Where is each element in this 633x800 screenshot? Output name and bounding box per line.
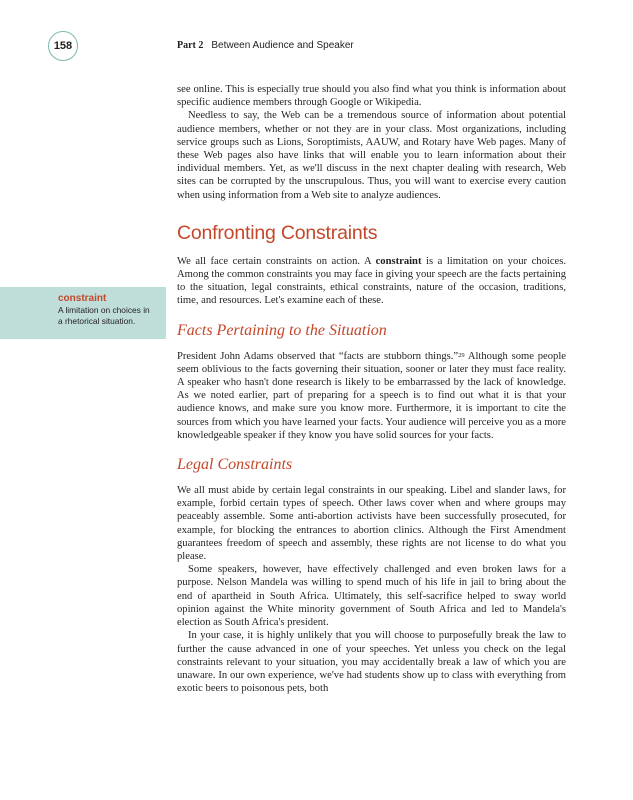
legal-paragraph-1: We all must abide by certain legal constraints in our speaking. Libel and slander laws, for example, forbid certain types of speech. Other laws cover when and where groups may peaceably assemble. Some anti-abortion activists have been successfully prosecuted, for example, for blocking the entrances to abortion clinics. Although the First Amendment guarantees freedom of speech and assembly, these rights are not license to do what you please. <box>177 485 566 563</box>
intro-paragraph-2: Needless to say, the Web can be a tremendous source of information about potential audience members, whether or not they are in your class. Most organizations, including service groups such as Lions, Soroptimists, AAUW, and Rotary have Web pages. Many of these Web pages also have links that will enable you to learn information about their individual members. Yet, as we'll discuss in the next chapter dealing with research, Web sites can be corrupted by the unscrupulous. Thus, you will want to exercise every caution when using information from a Web site to analyze audiences. <box>177 110 566 201</box>
text-run: is a limitation on your choices. Among the common constraints you may face in giving your speech are the facts pertaining to the situation, legal constraints, ethical constraints, nature of the occasion, traditions, time, and resources. Let's examine each of these. <box>177 255 567 307</box>
intro-paragraph-1: see online. This is especially true should you also find what you think is information about specific audience members through Google or Wikipedia. <box>177 84 566 109</box>
legal-heading: Legal Constraints <box>177 456 293 474</box>
running-head <box>177 40 354 51</box>
section-heading: Confronting Constraints <box>177 221 378 244</box>
text-run: We all face certain constraints on action. A <box>177 255 376 267</box>
margin-glossary-note <box>0 287 166 339</box>
main-text <box>177 83 566 695</box>
page-number: 158 <box>48 31 78 61</box>
text-run: President John Adams observed that “facts are stubborn things.” <box>177 350 459 362</box>
key-term: constraint <box>375 255 422 267</box>
section-paragraph-1 <box>177 255 566 308</box>
legal-paragraph-3: In your case, it is highly unlikely that you will choose to purposefully break the law to further the cause advanced in one of your speeches. Yet unless you check on the legal constraints relevant to your situation, you may accidentally break a law of which you are unaware. In our own experience, we've had students show up to class with everything from exotic beers to poisonous pets, both <box>177 630 566 695</box>
facts-heading: Facts Pertaining to the Situation <box>177 321 387 339</box>
glossary-term: constraint <box>58 293 107 304</box>
facts-paragraph-1 <box>177 350 566 442</box>
part-label: Part 2 <box>177 40 204 51</box>
glossary-definition: A limitation on choices in a rhetorical situation. <box>58 305 150 326</box>
endnote-marker: 29 <box>458 351 465 359</box>
part-title: Between Audience and Speaker <box>211 40 354 51</box>
text-run: Although some people seem oblivious to the facts governing their situation, sooner or later they must face reality. A speaker who hasn't done research is likely to be embarrassed by the lack of knowledge. As we noted earlier, part of preparing for a speech is to find out what it is that your audience knows, and make sure you know more. Furthermore, it is important to cite the sources from which you have learned your facts. Your audience will perceive you as a more knowledgeable speaker if they know you have solid sources for your facts. <box>177 350 566 441</box>
legal-paragraph-2: Some speakers, however, have effectively challenged and even broken laws for a purpose. Nelson Mandela was willing to spend much of his life in jail to bring about the end of apartheid in South Africa. Ultimately, this self-sacrifice helped to sway world opinion against the White minority government of South Africa and led to Mandela's election as South Africa's president. <box>177 564 566 629</box>
